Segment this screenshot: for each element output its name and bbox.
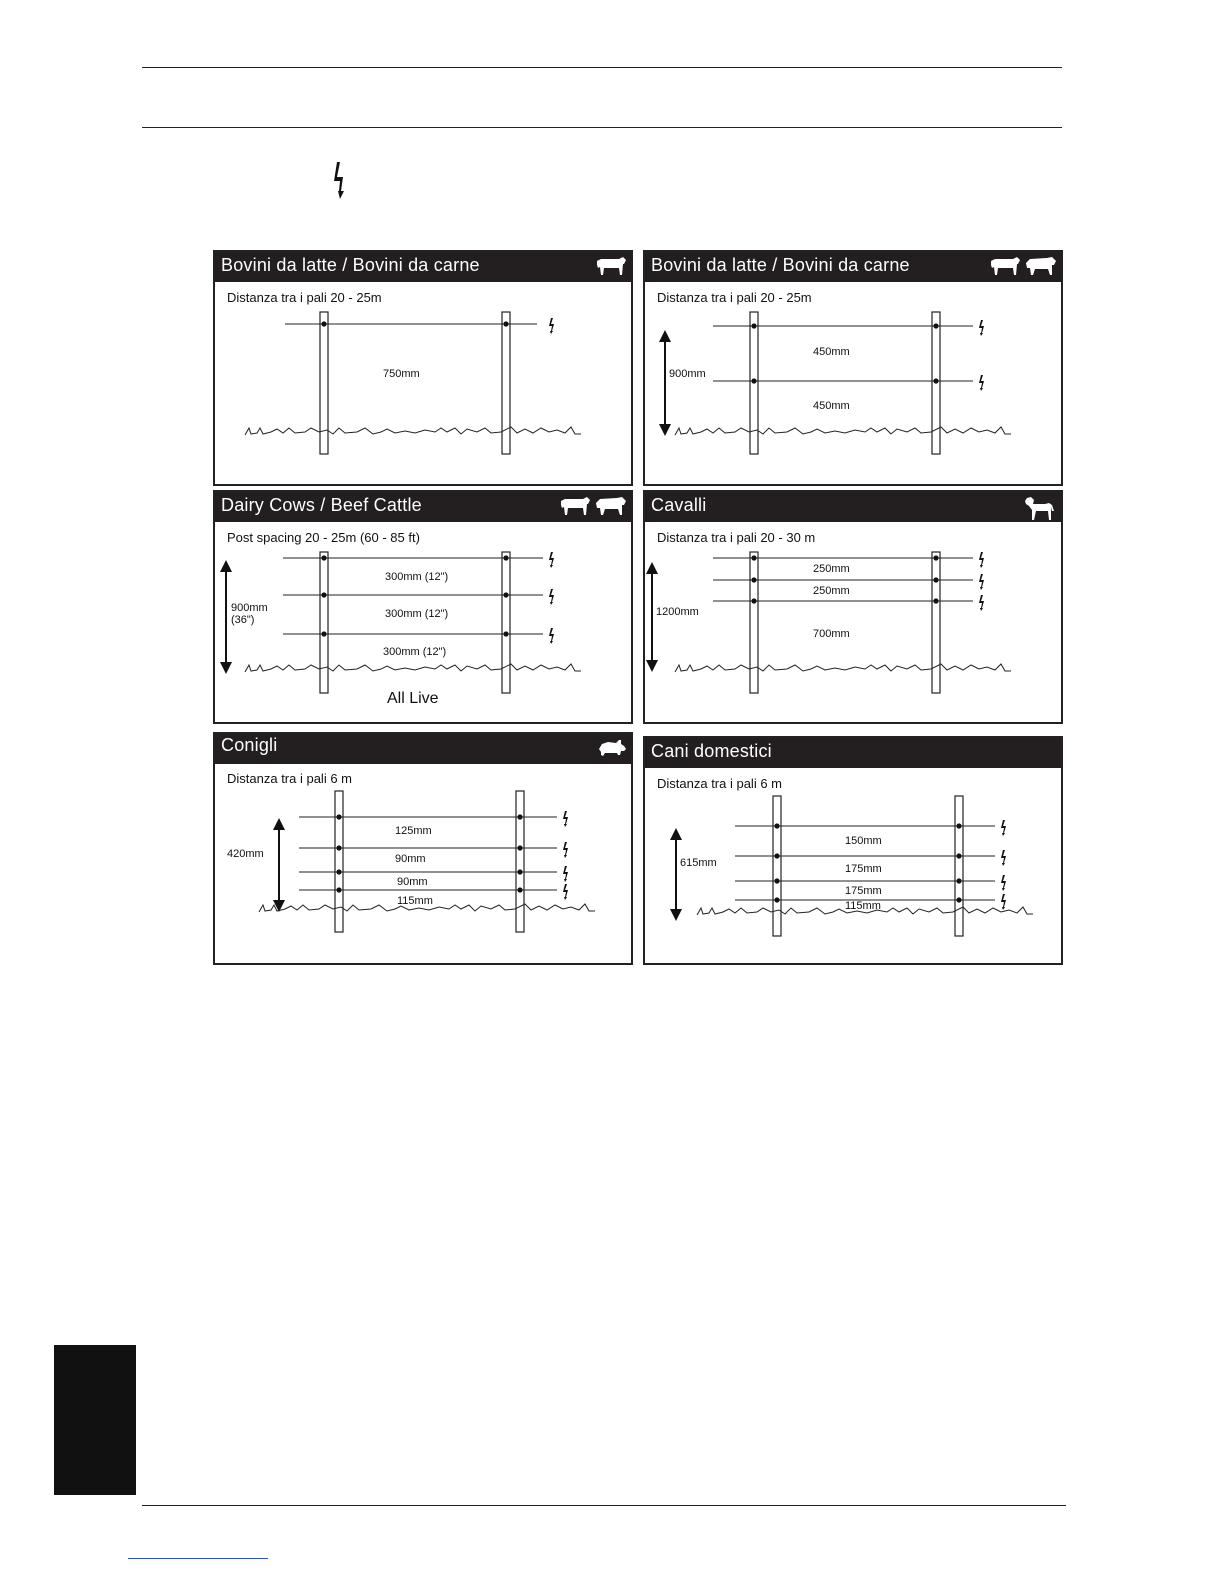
wire-spacing-label: 450mm [813, 400, 850, 412]
wire-spacing-label: 300mm (12") [383, 646, 447, 658]
wire-spacing-label: 90mm [397, 876, 428, 888]
panel-title: Dairy Cows / Beef Cattle [221, 495, 422, 515]
post-spacing-text: Post spacing 20 - 25m (60 - 85 ft) [227, 530, 420, 545]
wire-spacing-label: 250mm [813, 585, 850, 597]
panel-header [215, 492, 631, 522]
panel-title: Cani domestici [651, 741, 772, 761]
fence-height-label: 900mm [669, 368, 706, 380]
wire-spacing-label: 125mm [395, 825, 432, 837]
horse-icon [1023, 495, 1057, 521]
panel-title: Bovini da latte / Bovini da carne [221, 255, 480, 275]
wire-spacing-label: 450mm [813, 346, 850, 358]
panel-header [645, 492, 1061, 522]
post-spacing-text: Distanza tra i pali 20 - 25m [657, 290, 812, 305]
bull-icon [595, 495, 627, 517]
cow-icon [595, 255, 627, 277]
panel-header [645, 252, 1061, 282]
fence-panel-dogs [643, 736, 1063, 965]
footer-rule [142, 1505, 1066, 1506]
panel-title: Bovini da latte / Bovini da carne [651, 255, 910, 275]
fence-height-label: 1200mm [656, 606, 699, 618]
all-live-note: All Live [387, 690, 439, 707]
panel-header [645, 738, 1061, 768]
bull-icon [1025, 255, 1057, 277]
fence-diagram [645, 522, 1063, 724]
fence-panel-dairy-cows-english [213, 490, 633, 724]
post-spacing-text: Distanza tra i pali 20 - 25m [227, 290, 382, 305]
wire-spacing-label: 250mm [813, 563, 850, 575]
cow-icon [989, 255, 1021, 277]
post-spacing-text: Distanza tra i pali 6 m [227, 771, 352, 786]
post-spacing-text: Distanza tra i pali 20 - 30 m [657, 530, 816, 545]
wire-spacing-label: 700mm [813, 628, 850, 640]
fence-height-label-imperial: (36") [231, 614, 255, 626]
fence-diagram [215, 282, 633, 486]
language-side-tab [54, 1345, 136, 1495]
fence-panel-dairy-cows-single [213, 250, 633, 486]
header-rule-top [142, 67, 1062, 68]
fence-panel-horses [643, 490, 1063, 724]
panel-header [215, 734, 631, 764]
cow-icon [559, 495, 591, 517]
footer-link-underline [128, 1558, 268, 1559]
header-rule-bottom [142, 127, 1062, 128]
wire-spacing-label: 150mm [845, 835, 882, 847]
fence-height-label: 900mm [231, 602, 268, 614]
fence-diagram [645, 282, 1063, 486]
wire-spacing-label: 300mm (12") [385, 571, 449, 583]
wire-spacing-label: 115mm [397, 895, 433, 907]
panel-header [215, 252, 631, 282]
wire-spacing-label: 90mm [395, 853, 426, 865]
fence-panel-dairy-cows-two-wire [643, 250, 1063, 486]
fence-panel-rabbits [213, 732, 633, 965]
panel-title: Conigli [221, 735, 278, 755]
wire-spacing-label: 175mm [845, 863, 882, 875]
panel-title: Cavalli [651, 495, 707, 515]
fence-height-label: 420mm [227, 848, 264, 860]
wire-spacing-label: 300mm (12") [385, 608, 449, 620]
rabbit-icon [597, 737, 627, 759]
wire-spacing-label: 115mm [845, 900, 881, 912]
wire-spacing-label: 750mm [383, 368, 420, 380]
wire-spacing-label: 175mm [845, 885, 882, 897]
post-spacing-text: Distanza tra i pali 6 m [657, 776, 782, 791]
lightning-bolt-icon [328, 160, 352, 200]
fence-height-label: 615mm [680, 857, 717, 869]
